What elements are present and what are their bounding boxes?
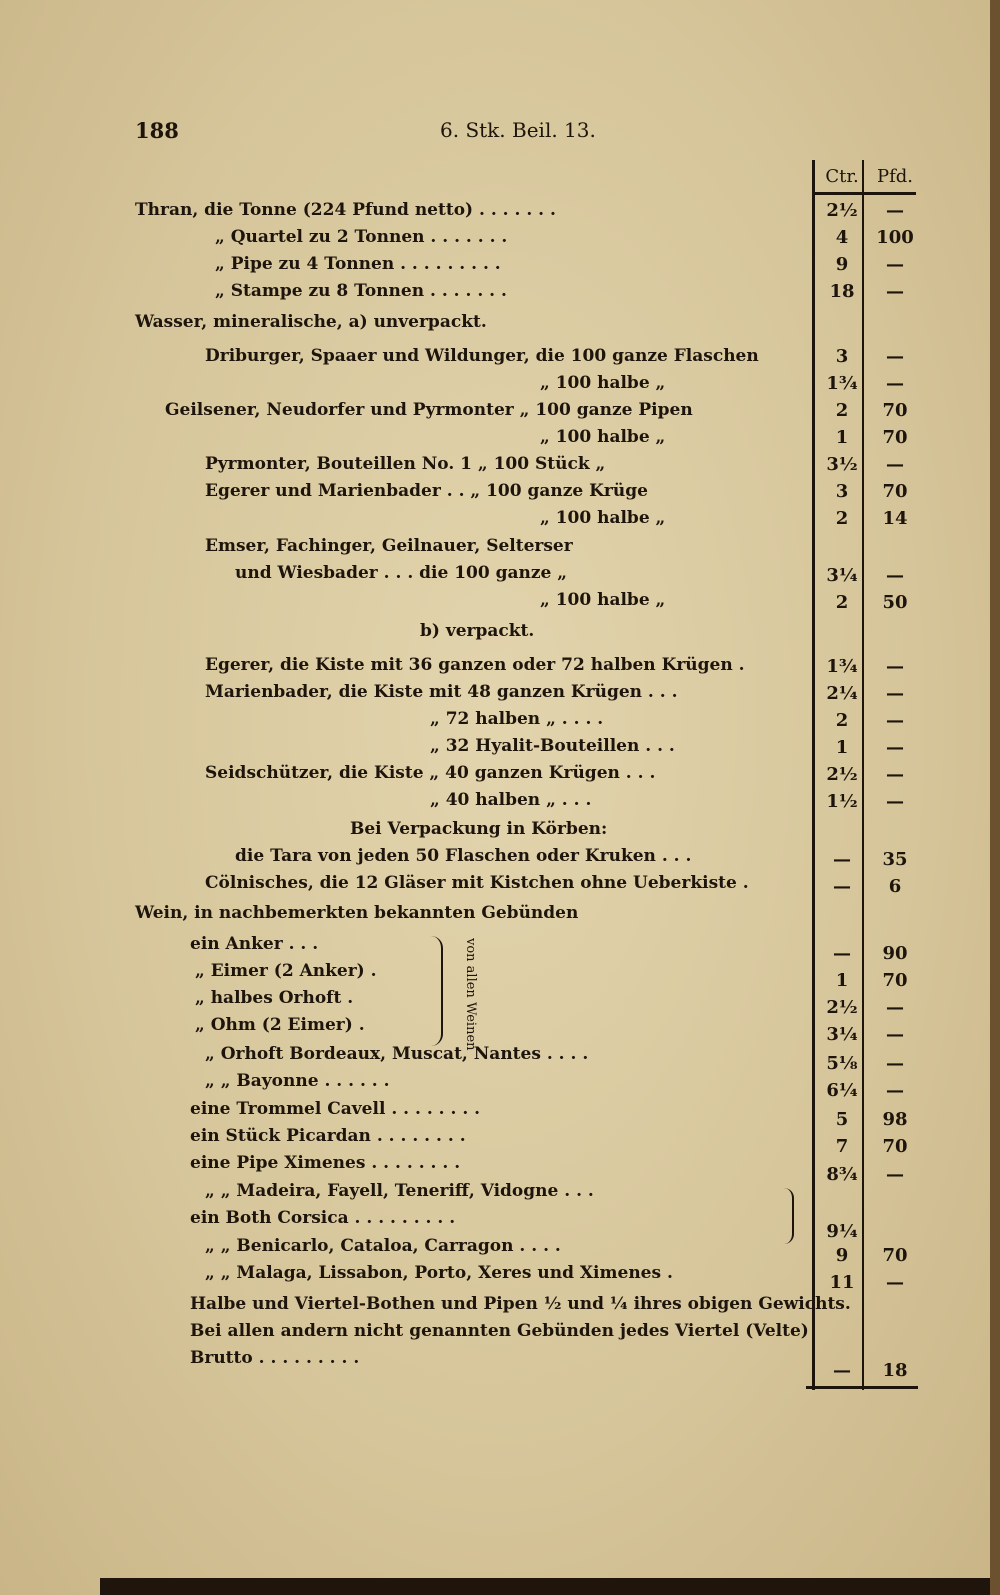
entry-ctr: 2 [835, 400, 849, 421]
entry-pfd: 90 [882, 943, 908, 964]
running-head: 6. Stk. Beil. 13. [440, 118, 596, 142]
entry-text: Geilsener, Neudorfer und Pyrmonter „ 100 ganze Pipen [165, 400, 693, 420]
entry-text: Egerer, die Kiste mit 36 ganzen oder 72 halben Krügen . [205, 655, 745, 675]
entry-text: „ Orhoft Bordeaux, Muscat, Nantes . . . . [205, 1044, 589, 1064]
entry-pfd: — [886, 1024, 904, 1045]
entry-ctr: 1 [835, 737, 849, 758]
entry-text: Halbe und Viertel-Bothen und Pipen ½ und ¼ ihres obigen Gewichts. [190, 1294, 851, 1314]
entry-text: Wein, in nachbemerkten bekannten Gebünden [135, 903, 579, 923]
entry-pfd: — [886, 710, 904, 731]
entry-text: Thran, die Tonne (224 Pfund netto) . . . . . . . [135, 200, 556, 220]
entry-text: „ 32 Hyalit-Bouteillen . . . [430, 736, 675, 756]
entry-text: „ 72 halben „ . . . . [430, 709, 604, 729]
entry-ctr: 9 [835, 254, 849, 275]
entry-pfd: — [886, 997, 904, 1018]
entry-ctr: 1 [835, 427, 849, 448]
entry-ctr: 1½ [826, 791, 858, 812]
entry-ctr: 3 [835, 346, 849, 367]
entry-text: „ 40 halben „ . . . [430, 790, 592, 810]
wine-bracket [431, 936, 443, 1046]
entry-pfd: 14 [882, 508, 908, 529]
entry-ctr: 1 [835, 970, 849, 991]
entry-ctr: 2 [835, 592, 849, 613]
entry-pfd: — [886, 1164, 904, 1185]
entry-text: eine Pipe Ximenes . . . . . . . . [190, 1153, 461, 1173]
entry-ctr: — [833, 943, 851, 964]
entry-ctr: — [833, 849, 851, 870]
entry-pfd: 100 [876, 227, 914, 248]
entry-pfd: — [886, 656, 904, 677]
entry-pfd: — [886, 764, 904, 785]
entry-pfd: — [886, 346, 904, 367]
entry-text: ein Stück Picardan . . . . . . . . [190, 1126, 466, 1146]
column-header-ctr: Ctr. [825, 166, 859, 187]
entry-pfd: 35 [882, 849, 908, 870]
entry-ctr: 2¼ [826, 683, 858, 704]
entry-pfd: — [886, 1272, 904, 1293]
entry-pfd: — [886, 200, 904, 221]
entry-text: und Wiesbader . . . die 100 ganze „ [235, 563, 568, 583]
entry-ctr: 11 [829, 1272, 855, 1293]
entry-ctr: 2 [835, 710, 849, 731]
entry-pfd: — [886, 254, 904, 275]
entry-text: „ Ohm (2 Eimer) . [195, 1015, 365, 1035]
entry-ctr: 2½ [826, 764, 858, 785]
entry-text: Driburger, Spaaer und Wildunger, die 100 ganze Flaschen [205, 346, 759, 366]
entry-pfd: 70 [882, 970, 908, 991]
column-rule-left [812, 160, 815, 1390]
entry-ctr: 4 [835, 227, 849, 248]
entry-pfd: — [886, 373, 904, 394]
entry-ctr: 5 [835, 1109, 849, 1130]
entry-text: Bei Verpackung in Körben: [350, 819, 608, 839]
entry-pfd: 70 [882, 1245, 908, 1266]
entry-text: b) verpackt. [420, 621, 535, 641]
entry-text: Cölnisches, die 12 Gläser mit Kistchen ohne Ueberkiste . [205, 873, 749, 893]
entry-text: „ „ Madeira, Fayell, Teneriff, Vidogne . . . [205, 1181, 594, 1201]
entry-text: Marienbader, die Kiste mit 48 ganzen Krügen . . . [205, 682, 678, 702]
entry-pfd: — [886, 281, 904, 302]
entry-text: „ „ Malaga, Lissabon, Porto, Xeres und Ximenes . [205, 1263, 673, 1283]
entry-ctr: 7 [835, 1136, 849, 1157]
entry-text: „ 100 halbe „ [540, 427, 666, 447]
entry-pfd: — [886, 737, 904, 758]
entry-pfd: — [886, 1053, 904, 1074]
page-number: 188 [135, 118, 179, 143]
entry-pfd: 50 [882, 592, 908, 613]
entry-text: „ halbes Orhoft . [195, 988, 354, 1008]
entry-ctr: 1¾ [826, 373, 858, 394]
entry-ctr: 1¾ [826, 656, 858, 677]
entry-text: die Tara von jeden 50 Flaschen oder Kruken . . . [235, 846, 692, 866]
entry-text: „ 100 halbe „ [540, 373, 666, 393]
entry-ctr: — [833, 1360, 851, 1381]
entry-pfd: 70 [882, 427, 908, 448]
entry-pfd: — [886, 791, 904, 812]
entry-ctr: 3 [835, 481, 849, 502]
side-note: von allen Weinen [463, 938, 478, 1051]
entry-ctr: 3¼ [826, 565, 858, 586]
footer-rule [806, 1386, 918, 1389]
entry-pfd: 6 [888, 876, 902, 897]
entry-text: ein Both Corsica . . . . . . . . . [190, 1208, 456, 1228]
entry-ctr: 2 [835, 508, 849, 529]
entry-text: „ Pipe zu 4 Tonnen . . . . . . . . . [215, 254, 501, 274]
entry-text: Emser, Fachinger, Geilnauer, Selterser [205, 536, 573, 556]
entry-text: „ Stampe zu 8 Tonnen . . . . . . . [215, 281, 507, 301]
entry-ctr: 6¼ [826, 1080, 858, 1101]
entry-ctr: 2½ [826, 997, 858, 1018]
entry-pfd: — [886, 1080, 904, 1101]
entry-text: „ Quartel zu 2 Tonnen . . . . . . . [215, 227, 508, 247]
page-edge [990, 0, 1000, 1595]
entry-text: eine Trommel Cavell . . . . . . . . [190, 1099, 481, 1119]
entry-text: „ 100 halbe „ [540, 590, 666, 610]
column-header-pfd: Pfd. [876, 166, 914, 187]
entry-ctr: 5⅛ [826, 1053, 858, 1074]
entry-ctr: 18 [829, 281, 855, 302]
entry-text: Pyrmonter, Bouteillen No. 1 „ 100 Stück „ [205, 454, 606, 474]
entry-ctr: — [833, 876, 851, 897]
header-rule [814, 192, 916, 195]
entry-ctr: 3¼ [826, 1024, 858, 1045]
entry-text: Wasser, mineralische, a) unverpackt. [135, 312, 487, 332]
entry-text: „ Eimer (2 Anker) . [195, 961, 377, 981]
entry-ctr: 9¼ [826, 1221, 858, 1242]
entry-pfd: 70 [882, 1136, 908, 1157]
scan-border [100, 1578, 990, 1595]
entry-text: „ „ Benicarlo, Cataloa, Carragon . . . . [205, 1236, 561, 1256]
entry-pfd: 70 [882, 481, 908, 502]
entry-ctr: 3½ [826, 454, 858, 475]
entry-pfd: 98 [882, 1109, 908, 1130]
entry-ctr: 9 [835, 1245, 849, 1266]
entry-pfd: — [886, 683, 904, 704]
entry-pfd: 70 [882, 400, 908, 421]
entry-pfd: — [886, 454, 904, 475]
entry-text: Brutto . . . . . . . . . [190, 1348, 360, 1368]
entry-text: ein Anker . . . [190, 934, 319, 954]
entry-text: Egerer und Marienbader . . „ 100 ganze Krüge [205, 481, 648, 501]
entry-ctr: 2½ [826, 200, 858, 221]
entry-text: Bei allen andern nicht genannten Gebünden jedes Viertel (Velte) [190, 1321, 809, 1341]
madeira-bracket [784, 1188, 794, 1244]
entry-ctr: 8¾ [826, 1164, 858, 1185]
entry-pfd: — [886, 565, 904, 586]
entry-text: Seidschützer, die Kiste „ 40 ganzen Krügen . . . [205, 763, 656, 783]
entry-text: „ „ Bayonne . . . . . . [205, 1071, 390, 1091]
entry-text: „ 100 halbe „ [540, 508, 666, 528]
entry-pfd: 18 [882, 1360, 908, 1381]
